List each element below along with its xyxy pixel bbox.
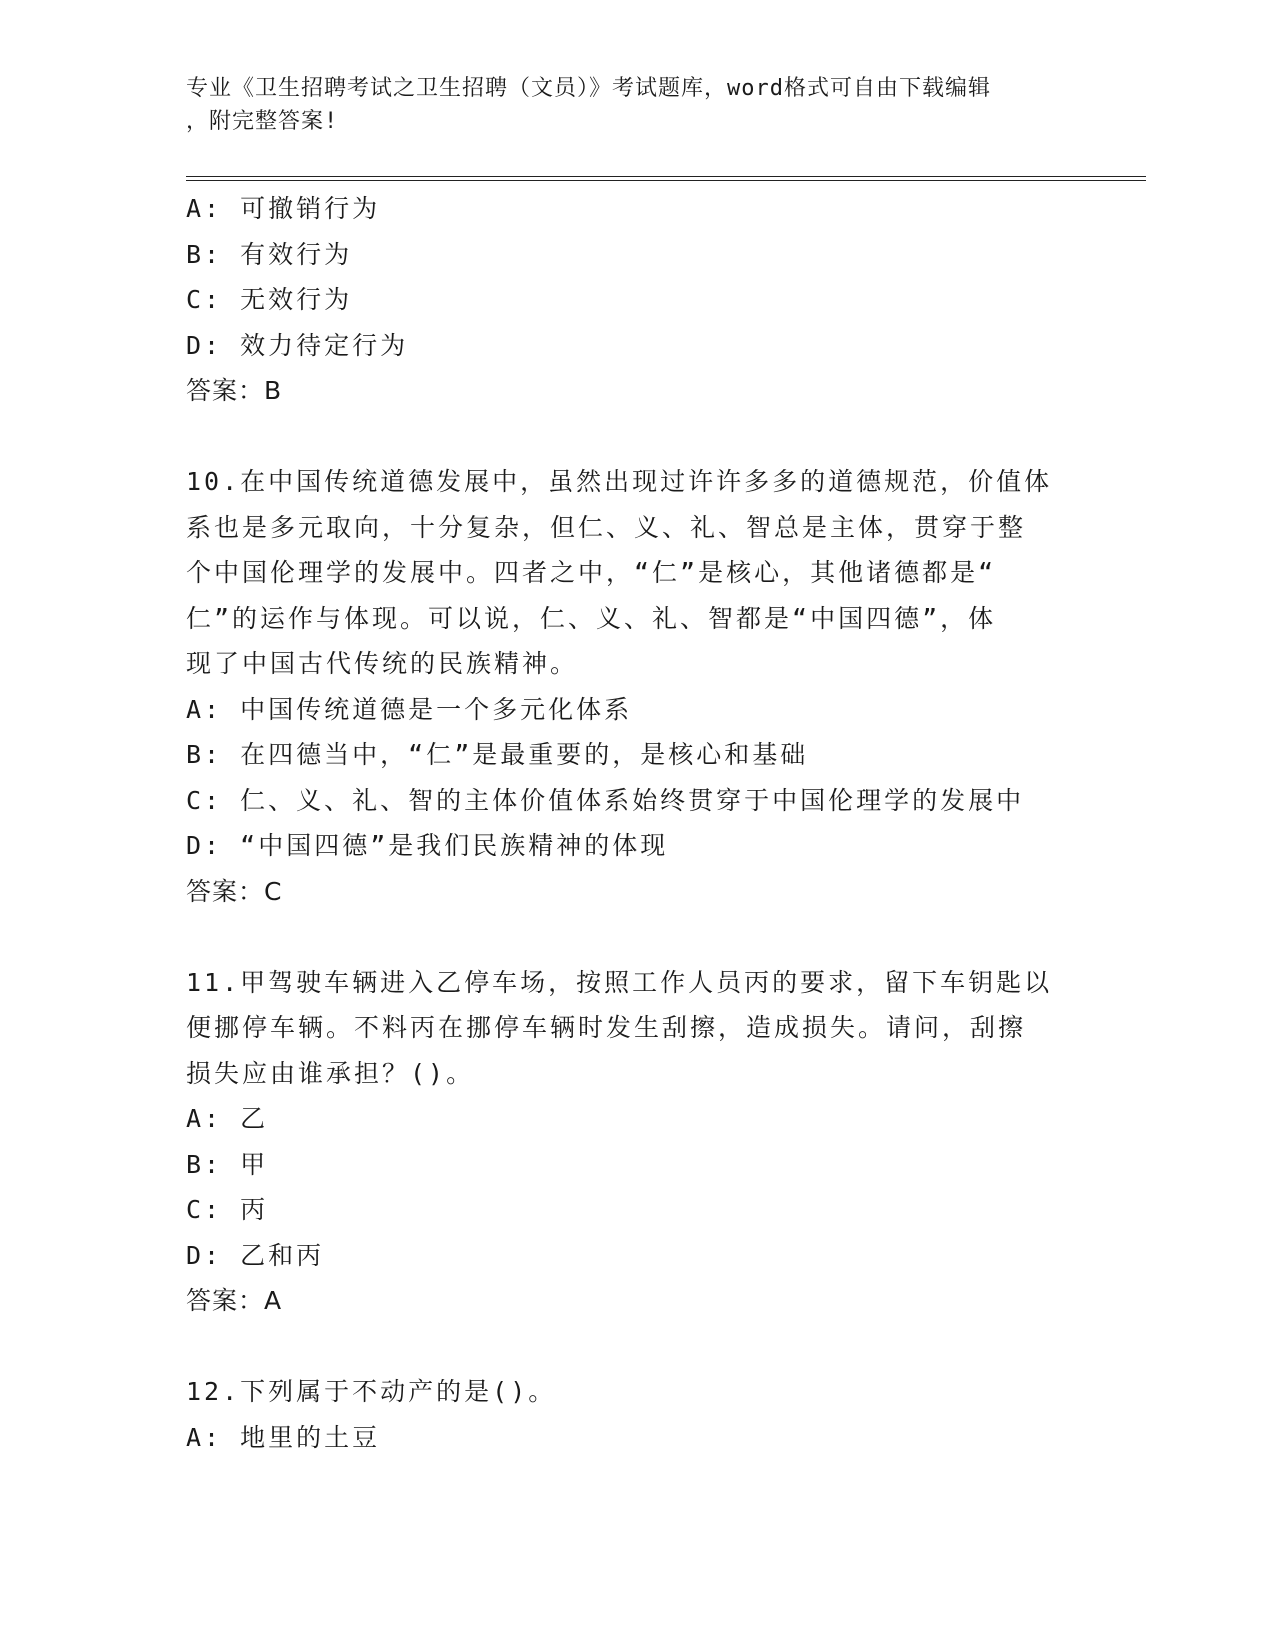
question-text-line: 10.在中国传统道德发展中，虽然出现过许许多多的道德规范，价值体	[186, 467, 1053, 496]
spacer	[186, 1324, 1066, 1370]
option-d: D: “中国四德”是我们民族精神的体现	[186, 831, 669, 860]
document-header	[186, 72, 1066, 138]
answer-line: 答案：B	[186, 376, 283, 405]
header-line-2: ，附完整答案!	[186, 109, 339, 134]
option-a: A: 可撤销行为	[186, 194, 381, 223]
question-12	[186, 1369, 1066, 1460]
question-10	[186, 459, 1066, 914]
question-text-line: 便挪停车辆。不料丙在挪停车辆时发生刮擦，造成损失。请问，刮擦	[186, 1013, 1027, 1042]
answer-line: 答案：C	[186, 876, 283, 906]
answer-line: 答案：A	[186, 1286, 283, 1315]
option-a: A: 乙	[186, 1104, 269, 1133]
spacer	[186, 914, 1066, 960]
question-list	[186, 186, 1066, 1460]
option-a: A: 地里的土豆	[186, 1422, 381, 1452]
header-divider	[186, 176, 1146, 181]
option-d: D: 效力待定行为	[186, 330, 409, 360]
option-d: D: 乙和丙	[186, 1240, 325, 1270]
question-11	[186, 960, 1066, 1324]
option-c: C: 丙	[186, 1195, 269, 1224]
option-c: C: 无效行为	[186, 285, 353, 314]
option-a: A: 中国传统道德是一个多元化体系	[186, 694, 633, 724]
question-text-line: 损失应由谁承担？()。	[186, 1058, 475, 1088]
question-text-line: 系也是多元取向，十分复杂，但仁、义、礼、智总是主体，贯穿于整	[186, 512, 1027, 542]
option-b: B: 有效行为	[186, 239, 353, 269]
option-b: B: 甲	[186, 1149, 269, 1179]
question-text-line: 11.甲驾驶车辆进入乙停车场，按照工作人员丙的要求，留下车钥匙以	[186, 967, 1053, 997]
header-line-1: 专业《卫生招聘考试之卫生招聘（文员）》考试题库，word格式可自由下载编辑	[186, 76, 991, 101]
question-text-line: 12.下列属于不动产的是()。	[186, 1377, 557, 1406]
question-text-line: 现了中国古代传统的民族精神。	[186, 649, 579, 678]
question-9	[186, 186, 1066, 414]
option-c: C: 仁、义、礼、智的主体价值体系始终贯穿于中国伦理学的发展中	[186, 785, 1025, 815]
question-text-line: 个中国伦理学的发展中。四者之中，“仁”是核心，其他诸德都是“	[186, 558, 997, 587]
spacer	[186, 414, 1066, 460]
option-b: B: 在四德当中，“仁”是最重要的，是核心和基础	[186, 740, 809, 769]
question-text-line: 仁”的运作与体现。可以说，仁、义、礼、智都是“中国四德”，体	[186, 603, 997, 633]
